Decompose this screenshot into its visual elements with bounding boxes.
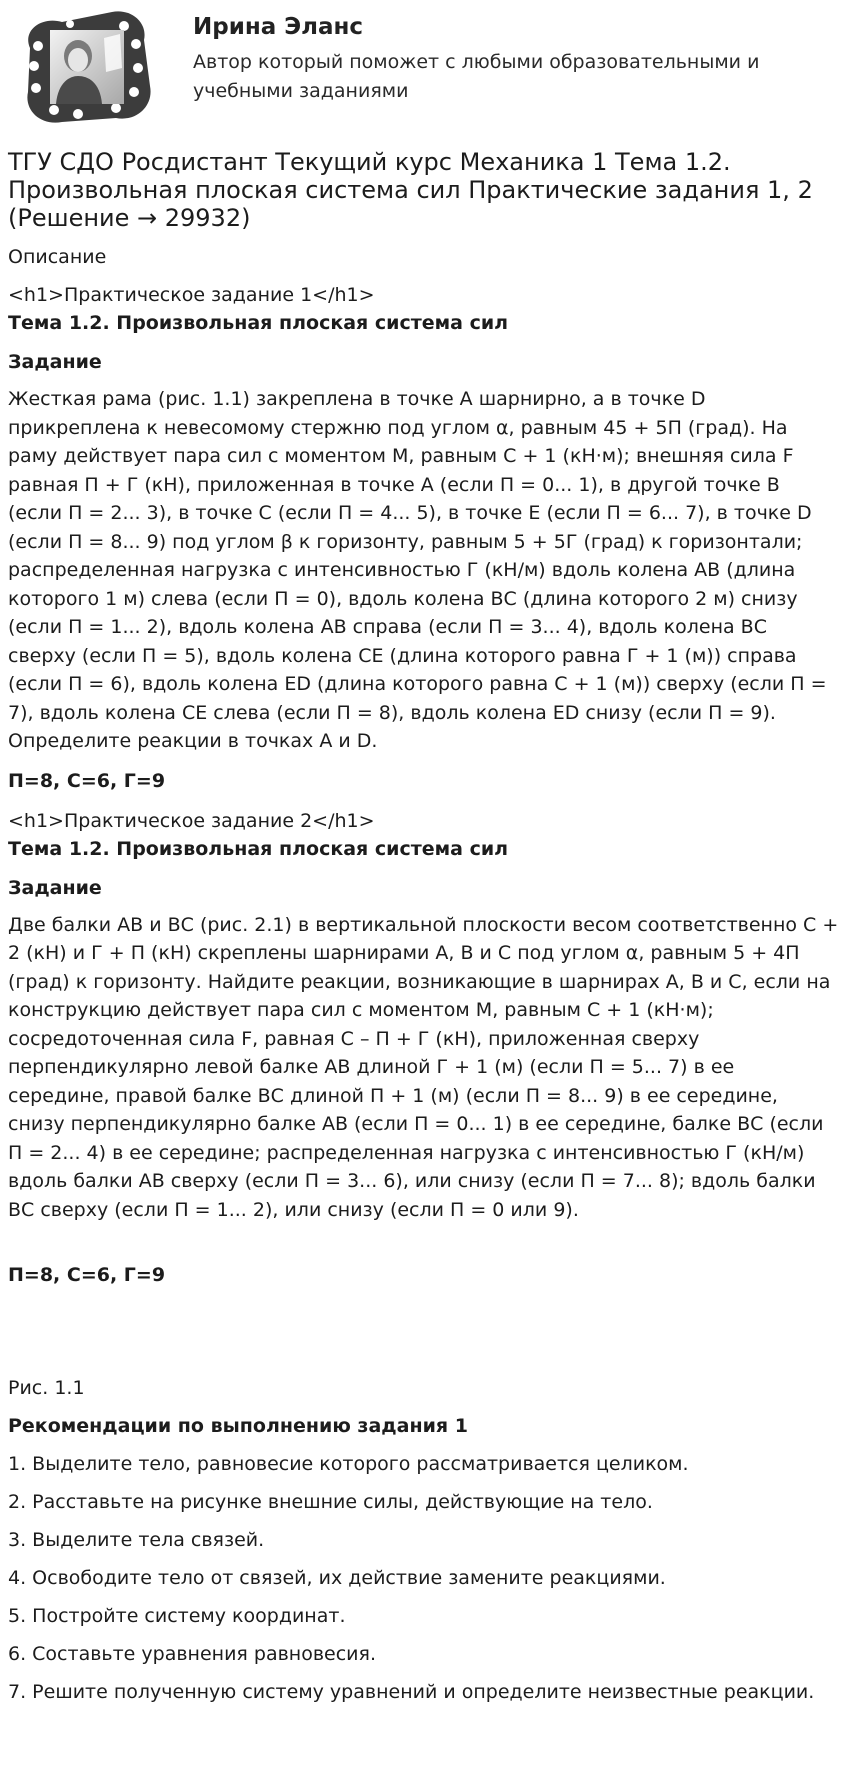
- recommendation-step: 3. Выделите тела связей.: [8, 1529, 265, 1551]
- recommendation-step: 2. Расставьте на рисунке внешние силы, действующие на тело.: [8, 1491, 653, 1513]
- task2-task-label: Задание: [8, 876, 102, 899]
- author-name[interactable]: Ирина Эланс: [193, 14, 364, 40]
- description-label: Описание: [8, 246, 107, 268]
- recommendations-title: Рекомендации по выполнению задания 1: [8, 1415, 468, 1437]
- task1-task-label: Задание: [8, 351, 102, 373]
- page-title: ТГУ СДО Росдистант Текущий курс Механика 1 Тема 1.2. Произвольная плоская система сил Практические задания 1, 2 (Решение → 29932): [8, 148, 813, 232]
- author-description: Автор который поможет с любыми образовательными и учебными заданиями: [193, 51, 760, 102]
- task2-text: Две балки АВ и ВС (рис. 2.1) в вертикальной плоскости весом соответственно C + 2 (кН) и Г + П (кН) скреплены шарнирами А, В и С под углом α, равным 5 + 4П (град) к горизонту. Найдите реакции, возникающие в шарнирах А, В и С, если на конструкцию действует пара сил с моментом M, равным C + 1 (кН·м); сосредоточенная сила F, равная C – П + Г (кН), приложенная сверху перпендикулярно левой балке АВ длиной Г + 1 (м) (если П = 5... 7) в ее середине, правой балке ВС длиной П + 1 (м) (если П = 8... 9) в ее середине, снизу перпендикулярно балке АВ (если П = 0... 1) в ее середине, балке ВС (если П = 2... 4) в ее середине; распределенная нагрузка с интенсивностью Г (кН/м) вдоль балки АВ сверху (если П = 3... 6), или снизу (если П = 7... 8); вдоль балки ВС сверху (если П = 1... 2), или снизу (если П = 0 или 9).: [8, 913, 839, 1221]
- recommendation-step: 6. Составьте уравнения равновесия.: [8, 1643, 377, 1665]
- task2-topic: Тема 1.2. Произвольная плоская система сил: [8, 837, 509, 860]
- author-card: [8, 0, 839, 128]
- recommendation-step: 7. Решите полученную систему уравнений и определите неизвестные реакции.: [8, 1681, 815, 1703]
- task1-topic: Тема 1.2. Произвольная плоская система сил: [8, 312, 509, 334]
- task1-params: П=8, С=6, Г=9: [8, 769, 166, 792]
- recommendation-step: 1. Выделите тело, равновесие которого рассматривается целиком.: [8, 1453, 689, 1475]
- figure-caption: Рис. 1.1: [8, 1377, 85, 1399]
- task2-raw-heading: <h1>Практическое задание 2</h1>: [8, 809, 375, 832]
- task2-params: П=8, С=6, Г=9: [8, 1264, 166, 1286]
- recommendation-step: 5. Постройте систему координат.: [8, 1605, 346, 1627]
- task1-raw-heading: <h1>Практическое задание 1</h1>: [8, 284, 375, 306]
- recommendation-step: 4. Освободите тело от связей, их действие замените реакциями.: [8, 1567, 666, 1589]
- task1-text: Жесткая рама (рис. 1.1) закреплена в точке A шарнирно, а в точке D прикреплена к невесомому стержню под углом α, равным 45 + 5П (град). На раму действует пара сил с моментом M, равным C + 1 (кН·м); внешняя сила F равная П + Г (кН), приложенная в точке А (если П = 0... 1), в другой точке В (если П = 2... 3), в точке С (если П = 4... 5), в точке Е (если П = 6... 7), в точке D (если П = 8... 9) под углом β к горизонту, равным 5 + 5Г (град) к горизонтали; распределенная нагрузка с интенсивностью Г (кН/м) вдоль колена АВ (длина которого 1 м) слева (если П = 0), вдоль колена ВС (длина которого 2 м) снизу (если П = 1... 2), вдоль колена АВ справа (если П = 3... 4), вдоль колена ВС сверху (если П = 5), вдоль колена СЕ (длина которого равна Г + 1 (м)) справа (если П = 6), вдоль колена ЕD (длина которого равна С + 1 (м)) сверху (если П = 7), вдоль колена СЕ слева (если П = 8), вдоль колена ЕD снизу (если П = 9). Определите реакции в точках А и D.: [8, 388, 827, 752]
- author-avatar[interactable]: [16, 8, 158, 126]
